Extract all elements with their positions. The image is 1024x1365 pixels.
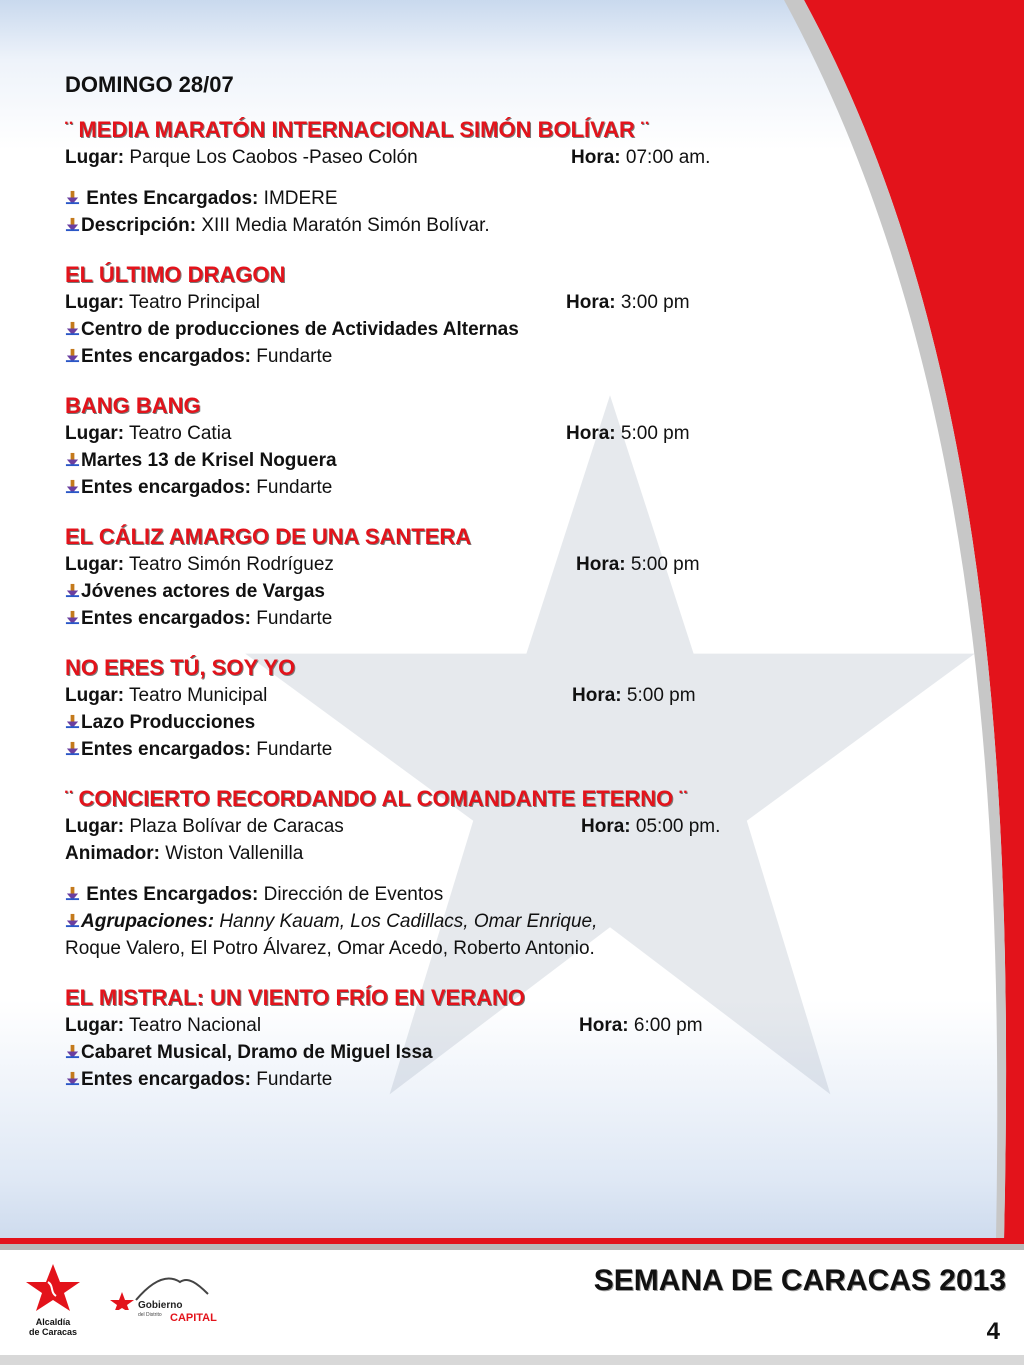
event-title: EL ÚLTIMO DRAGON xyxy=(65,262,286,287)
event-producer-row xyxy=(65,578,965,605)
hora-group xyxy=(566,289,690,316)
event-caliz-amargo xyxy=(65,523,965,632)
hora-label: Hora: xyxy=(566,423,616,444)
spacer xyxy=(65,239,965,261)
bullet-arrow-icon xyxy=(65,714,80,729)
event-title: BANG BANG xyxy=(65,393,201,418)
page-date: DOMINGO 28/07 xyxy=(65,72,234,97)
entes-value: IMDERE xyxy=(263,188,338,209)
event-lugar-row xyxy=(65,551,965,578)
event-lugar-row xyxy=(65,420,965,447)
schedule-content xyxy=(65,72,965,1093)
event-title: EL CÁLIZ AMARGO DE UNA SANTERA xyxy=(65,524,472,549)
hora-value: 3:00 pm xyxy=(620,292,690,313)
event-producer-row xyxy=(65,447,965,474)
hora-label: Hora: xyxy=(572,685,622,706)
entes-label: Entes encargados: xyxy=(81,346,251,367)
entes-label: Entes Encargados: xyxy=(86,188,259,209)
page-footer xyxy=(0,1238,1024,1365)
bullet-arrow-icon xyxy=(65,479,80,494)
page-number: 4 xyxy=(986,1318,1000,1345)
event-lugar-row xyxy=(65,682,965,709)
lugar-label: Lugar: xyxy=(65,147,125,168)
hora-value: 5:00 pm xyxy=(620,423,690,444)
hora-value: 5:00 pm xyxy=(630,554,700,575)
entes-value: Dirección de Eventos xyxy=(263,884,444,905)
event-desc-row xyxy=(65,212,965,239)
event-title: ¨ MEDIA MARATÓN INTERNACIONAL SIMÓN BOLÍVAR ¨ xyxy=(65,117,649,142)
bullet-arrow-icon xyxy=(65,452,80,467)
footer-title: SEMANA DE CARACAS 2013 xyxy=(593,1264,1006,1297)
event-agrupaciones-row-2: Roque Valero, El Potro Álvarez, Omar Acedo, Roberto Antonio. xyxy=(65,938,595,959)
hora-label: Hora: xyxy=(576,554,626,575)
entes-value: Fundarte xyxy=(256,608,333,629)
bullet-arrow-icon xyxy=(65,913,80,928)
event-entes-row xyxy=(65,343,965,370)
lugar-label: Lugar: xyxy=(65,1015,125,1036)
bullet-arrow-icon xyxy=(65,886,80,901)
event-media-maraton xyxy=(65,116,965,239)
event-entes-row xyxy=(65,1066,965,1093)
lugar-label: Lugar: xyxy=(65,554,125,575)
desc-value: XIII Media Maratón Simón Bolívar. xyxy=(201,215,490,236)
logo1-line1: Alcaldía xyxy=(35,1317,71,1327)
alcaldia-logo xyxy=(18,1262,88,1337)
bullet-arrow-icon xyxy=(65,610,80,625)
event-title: ¨ CONCIERTO RECORDANDO AL COMANDANTE ETERNO ¨ xyxy=(65,786,687,811)
event-entes-row xyxy=(65,605,965,632)
hora-label: Hora: xyxy=(579,1015,629,1036)
agrupaciones-label: Agrupaciones: xyxy=(81,911,215,932)
logo2-line3: CAPITAL xyxy=(170,1312,217,1324)
event-concierto xyxy=(65,785,965,962)
entes-value: Fundarte xyxy=(256,477,333,498)
producer-value: Cabaret Musical, Dramo de Miguel Issa xyxy=(81,1042,433,1063)
hora-value: 5:00 pm xyxy=(626,685,696,706)
lugar-value: Teatro Simón Rodríguez xyxy=(129,554,334,575)
event-agrupaciones-row xyxy=(65,908,965,935)
logo2-line1: Gobierno xyxy=(138,1300,183,1311)
lugar-label: Lugar: xyxy=(65,685,125,706)
red-star-icon xyxy=(18,1262,88,1312)
hora-value: 05:00 pm. xyxy=(635,816,721,837)
lugar-value: Parque Los Caobos -Paseo Colón xyxy=(129,147,418,168)
event-producer-row xyxy=(65,1039,965,1066)
entes-label: Entes encargados: xyxy=(81,477,251,498)
hora-label: Hora: xyxy=(566,292,616,313)
bullet-arrow-icon xyxy=(65,321,80,336)
hora-label: Hora: xyxy=(571,147,621,168)
spacer xyxy=(65,370,965,392)
logo1-line2: de Caracas xyxy=(28,1327,78,1337)
lugar-value: Teatro Municipal xyxy=(129,685,268,706)
hora-group xyxy=(566,420,690,447)
hora-group xyxy=(572,682,696,709)
hora-group xyxy=(579,1012,703,1039)
hora-group xyxy=(571,144,710,171)
animador-value: Wiston Vallenilla xyxy=(165,843,304,864)
gobierno-capital-logo xyxy=(108,1270,218,1330)
event-entes-row xyxy=(65,881,965,908)
producer-value: Lazo Producciones xyxy=(81,712,256,733)
spacer xyxy=(65,501,965,523)
bullet-arrow-icon xyxy=(65,583,80,598)
spacer xyxy=(65,763,965,785)
spacer xyxy=(65,962,965,984)
agrupaciones-value: Hanny Kauam, Los Cadillacs, Omar Enrique, xyxy=(219,911,598,932)
event-mistral xyxy=(65,984,965,1093)
lugar-label: Lugar: xyxy=(65,423,125,444)
entes-label: Entes encargados: xyxy=(81,1069,251,1090)
lugar-value: Teatro Principal xyxy=(129,292,260,313)
bullet-arrow-icon xyxy=(65,348,80,363)
spacer xyxy=(65,632,965,654)
producer-value: Martes 13 de Krisel Noguera xyxy=(81,450,337,471)
animador-label: Animador: xyxy=(65,843,160,864)
event-producer-row xyxy=(65,709,965,736)
event-producer-row xyxy=(65,316,965,343)
logo2-line2: del Distrito xyxy=(138,1312,162,1318)
event-entes-row xyxy=(65,185,965,212)
entes-value: Fundarte xyxy=(256,1069,333,1090)
event-lugar-row xyxy=(65,289,965,316)
hora-group xyxy=(576,551,700,578)
desc-label: Descripción: xyxy=(81,215,197,236)
hora-value: 6:00 pm xyxy=(633,1015,703,1036)
hora-value: 07:00 am. xyxy=(625,147,711,168)
entes-value: Fundarte xyxy=(256,739,333,760)
spacer xyxy=(65,171,965,185)
lugar-value: Teatro Nacional xyxy=(129,1015,262,1036)
event-entes-row xyxy=(65,474,965,501)
event-entes-row xyxy=(65,736,965,763)
lugar-value: Teatro Catia xyxy=(129,423,232,444)
entes-label: Entes Encargados: xyxy=(86,884,259,905)
bullet-arrow-icon xyxy=(65,217,80,232)
bullet-arrow-icon xyxy=(65,741,80,756)
event-bang-bang xyxy=(65,392,965,501)
entes-label: Entes encargados: xyxy=(81,739,251,760)
bullet-arrow-icon xyxy=(65,1071,80,1086)
footer-bottom-strip xyxy=(0,1355,1024,1365)
lugar-label: Lugar: xyxy=(65,292,125,313)
bullet-arrow-icon xyxy=(65,1044,80,1059)
footer-grey-bar xyxy=(0,1244,1024,1250)
lugar-value: Plaza Bolívar de Caracas xyxy=(129,816,344,837)
bullet-arrow-icon xyxy=(65,190,80,205)
event-lugar-row xyxy=(65,813,965,840)
entes-value: Fundarte xyxy=(256,346,333,367)
producer-value: Centro de producciones de Actividades Alternas xyxy=(81,319,519,340)
event-lugar-row xyxy=(65,144,965,171)
event-no-eres-tu xyxy=(65,654,965,763)
event-ultimo-dragon xyxy=(65,261,965,370)
spacer xyxy=(65,867,965,881)
event-animador-row xyxy=(65,840,965,867)
entes-label: Entes encargados: xyxy=(81,608,251,629)
hora-group xyxy=(581,813,720,840)
event-title: NO ERES TÚ, SOY YO xyxy=(65,655,296,680)
event-lugar-row xyxy=(65,1012,965,1039)
hora-label: Hora: xyxy=(581,816,631,837)
lugar-label: Lugar: xyxy=(65,816,125,837)
producer-value: Jóvenes actores de Vargas xyxy=(81,581,325,602)
event-title: EL MISTRAL: UN VIENTO FRÍO EN VERANO xyxy=(65,985,525,1010)
